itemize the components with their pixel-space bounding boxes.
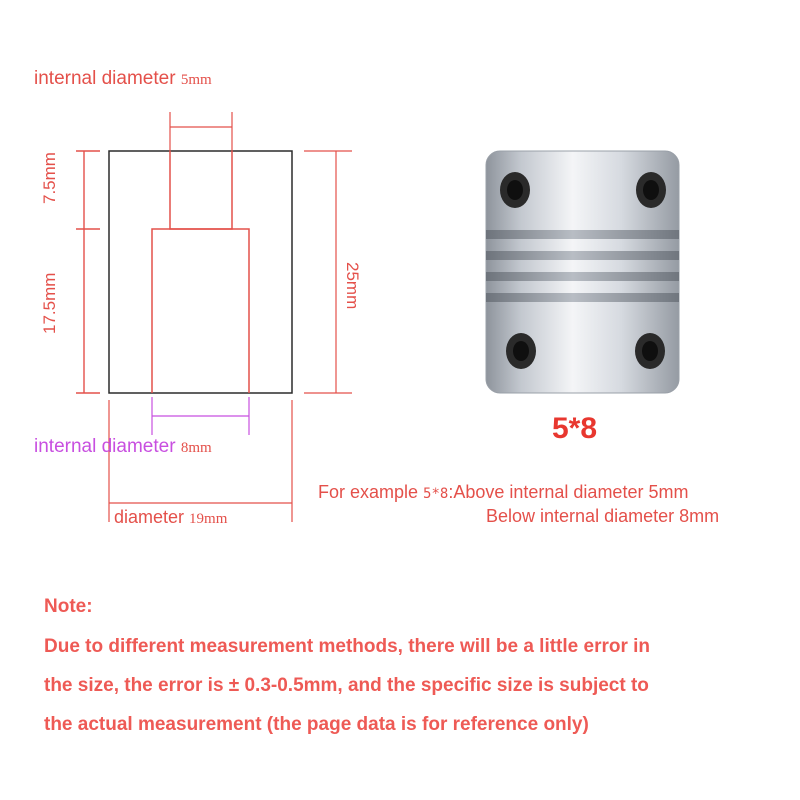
set-screw-icon [635,333,665,369]
example-line-2: Below internal diameter 8mm [486,506,720,526]
bottom-bore-value: 8mm [180,440,212,456]
top-section-height-label: 7.5mm [40,152,59,204]
product-size-title: 5*8 [552,412,598,445]
note-line-2: the size, the error is ± 0.3-0.5mm, and the specific size is subject to [44,675,649,696]
example-code: 5*8 [423,486,449,502]
total-length-label: 25mm [343,262,362,310]
groove-slot [486,251,679,260]
outer-diameter-label [114,507,227,528]
note-line-1: Due to different measurement methods, there will be a little error in [44,636,651,657]
bottom-section-height-label: 17.5mm [40,272,59,334]
set-screw-icon [506,333,536,369]
example-line-1 [318,482,688,503]
top-bore-dimension [170,112,232,151]
example-prefix: For example [318,482,424,502]
outer-diameter-dimension [109,400,292,522]
groove-slot [486,293,679,302]
note-line-3: the actual measurement (the page data is for reference only) [44,714,589,735]
top-bore-outline [170,151,232,229]
outer-diameter-value: 19mm [189,511,228,527]
set-screw-icon [500,172,530,208]
bottom-bore-label-part1: internal [34,436,97,457]
outer-diameter-label-text: diameter [114,507,185,527]
top-bore-label [34,68,212,90]
note-title: Note: [44,596,93,617]
bottom-bore-outline [152,229,249,393]
groove-slot [486,272,679,281]
top-bore-label-text: internal diameter [34,68,176,89]
bottom-bore-label-part2: diameter [101,436,176,457]
groove-slot [486,230,679,239]
top-bore-value: 5mm [180,72,212,88]
bottom-bore-label [34,436,212,458]
coupling-outline [109,151,292,393]
set-screw-icon [636,172,666,208]
bottom-bore-dimension [152,397,249,435]
example-line-1-rest: :Above internal diameter 5mm [448,482,689,502]
coupling-product-image [486,151,679,393]
left-height-dimension [76,151,100,393]
